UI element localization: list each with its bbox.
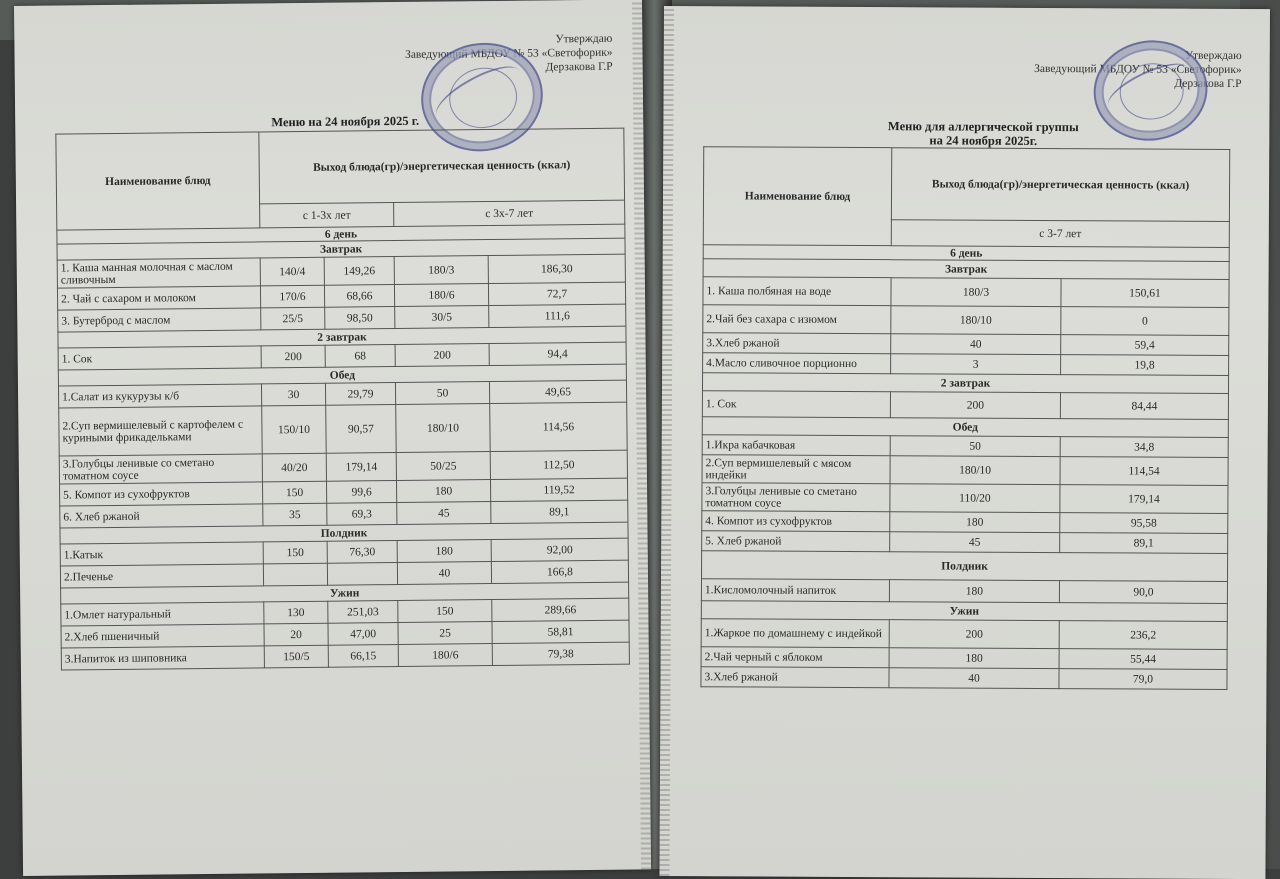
- dish-name: 1.Икра кабачковая: [702, 435, 890, 456]
- weight-1-3: 30: [261, 383, 325, 406]
- kcal-3-7: 59,4: [1061, 335, 1229, 356]
- approval-signatory: Дерзакова Г.Р: [1174, 77, 1242, 91]
- kcal-3-7: 89,1: [1060, 533, 1228, 554]
- kcal-3-7: 84,44: [1060, 393, 1228, 420]
- kcal-3-7: 111,6: [489, 304, 626, 327]
- weight-3-7: 180/10: [890, 456, 1060, 485]
- section-title: Завтрак: [57, 238, 625, 260]
- header-dish-name: Наименование блюд: [703, 147, 892, 246]
- weight-3-7: 25: [398, 622, 492, 645]
- dish-name: 1. Каша полбяная на воде: [703, 277, 891, 306]
- weight-3-7: 40: [397, 562, 491, 585]
- kcal-1-3: 99,6: [326, 481, 396, 504]
- table-row: [701, 667, 1227, 690]
- menu-table: [55, 128, 630, 671]
- kcal-3-7: 90,0: [1059, 581, 1227, 604]
- kcal-3-7: 186,30: [488, 254, 625, 283]
- weight-1-3: 35: [263, 503, 327, 526]
- section-title: Ужин: [61, 582, 629, 604]
- weight-3-7: 3: [891, 354, 1061, 375]
- weight-3-7: 40: [889, 668, 1059, 689]
- weight-3-7: 180: [397, 540, 491, 563]
- dish-name: 2.Печенье: [60, 564, 263, 588]
- kcal-1-3: 66,15: [328, 645, 398, 668]
- page-title-line-1: Меню для аллергической группы: [887, 119, 1079, 135]
- kcal-1-3: 68,66: [324, 285, 394, 308]
- kcal-3-7: 49,65: [489, 380, 626, 403]
- header-output: Выход блюда(гр)/энергетическая ценность (ккал): [891, 148, 1229, 222]
- header-age-3-7: с 3-7 лет: [891, 220, 1229, 248]
- weight-1-3: 150/5: [264, 645, 328, 668]
- table-row: [703, 353, 1229, 376]
- kcal-1-3: 98,50: [325, 307, 395, 330]
- table-row: [703, 277, 1229, 308]
- day-label: 6 день: [703, 245, 1229, 262]
- table-row: [61, 642, 629, 670]
- dish-name: 1.Кисломолочный напиток: [701, 579, 889, 602]
- weight-3-7: 40: [891, 334, 1061, 355]
- kcal-3-7: 95,58: [1060, 513, 1228, 534]
- left-menu-sheet: [14, 0, 651, 876]
- dish-name: 1. Сок: [702, 391, 890, 418]
- table-row: [59, 402, 627, 456]
- kcal-1-3: 69,3: [327, 503, 397, 526]
- dish-name: 1.Катык: [60, 542, 263, 566]
- weight-3-7: 50: [395, 382, 489, 405]
- weight-3-7: 200: [890, 392, 1060, 419]
- kcal-3-7: 34,8: [1060, 437, 1228, 458]
- weight-3-7: 150: [398, 600, 492, 623]
- table-row: [702, 511, 1228, 534]
- kcal-3-7: 79,38: [492, 642, 629, 665]
- kcal-3-7: 94,4: [489, 342, 626, 365]
- kcal-1-3: 90,57: [326, 405, 396, 454]
- table-row: [702, 391, 1228, 420]
- approval-position: Заведующий МБДОУ № 53 «Светофорик»: [1034, 62, 1242, 77]
- weight-3-7: 50: [890, 436, 1060, 457]
- kcal-3-7: 72,7: [488, 282, 625, 305]
- weight-1-3: 20: [264, 623, 328, 646]
- section-title: Полдник: [60, 522, 628, 544]
- weight-3-7: 180/3: [891, 278, 1061, 307]
- weight-3-7: 180: [890, 512, 1060, 533]
- dish-name: 4.Масло сливочное порционно: [703, 353, 891, 374]
- table-row: [703, 333, 1229, 356]
- dish-name: 5. Компот из сухофруктов: [60, 482, 263, 506]
- weight-3-7: 180/10: [891, 306, 1061, 335]
- kcal-1-3: 149,26: [324, 257, 394, 286]
- weight-3-7: 45: [397, 502, 491, 525]
- kcal-3-7: 0: [1061, 307, 1229, 336]
- right-menu-sheet: [659, 6, 1270, 879]
- weight-1-3: 140/4: [260, 257, 324, 286]
- dish-name: 1.Омлет натуральный: [61, 602, 264, 626]
- kcal-3-7: 92,00: [491, 538, 628, 561]
- kcal-3-7: 150,61: [1061, 279, 1229, 308]
- dish-name: 6. Хлеб ржаной: [60, 504, 263, 528]
- weight-3-7: 200: [395, 344, 489, 367]
- dish-name: 1.Жаркое по домашнему с индейкой: [701, 619, 889, 648]
- kcal-3-7: 114,56: [490, 402, 628, 451]
- dish-name: 4. Компот из сухофруктов: [702, 511, 890, 532]
- dish-name: 5. Хлеб ржаной: [702, 531, 890, 552]
- day-label: 6 день: [57, 224, 625, 244]
- kcal-3-7: 58,81: [492, 620, 629, 643]
- dish-name: 3.Голубцы ленивые со сметано томатном соусе: [702, 483, 890, 512]
- kcal-1-3: 47,00: [328, 623, 398, 646]
- dish-name: 2.Чай без сахара с изюмом: [703, 305, 891, 334]
- approval-line: Утверждаю: [555, 32, 613, 46]
- kcal-3-7: 166,8: [491, 560, 628, 583]
- header-age-1-3: с 1-3х лет: [260, 203, 394, 228]
- weight-3-7: 110/20: [890, 484, 1060, 513]
- weight-3-7: 30/5: [395, 306, 489, 329]
- weight-1-3: 150: [262, 481, 326, 504]
- weight-1-3: 150: [263, 541, 327, 564]
- weight-3-7: 180/10: [396, 404, 490, 453]
- dish-name: 3.Хлеб ржаной: [701, 667, 889, 688]
- signature-icon: [1102, 54, 1195, 120]
- table-row: [701, 647, 1227, 670]
- weight-1-3: 170/6: [260, 285, 324, 308]
- dish-name: 1. Каша манная молочная с маслом сливочным: [57, 258, 260, 288]
- kcal-3-7: 236,2: [1059, 621, 1227, 650]
- weight-3-7: 180: [889, 580, 1059, 603]
- weight-1-3: 150/10: [262, 405, 326, 454]
- page-title: Меню на 24 ноября 2025 г.: [271, 113, 420, 130]
- table-row: [702, 483, 1228, 514]
- table-row: [702, 435, 1228, 458]
- kcal-3-7: 179,14: [1060, 485, 1228, 514]
- weight-1-3: [263, 563, 327, 586]
- section-title: Обед: [702, 417, 1228, 438]
- dish-name: 3.Хлеб ржаной: [703, 333, 891, 354]
- section-title: Обед: [58, 364, 626, 386]
- table-row: [701, 579, 1227, 604]
- kcal-3-7: 114,54: [1060, 457, 1228, 486]
- weight-1-3: 25/5: [261, 307, 325, 330]
- allergy-menu-table: [700, 146, 1230, 690]
- kcal-3-7: 112,50: [490, 450, 627, 479]
- section-title: Завтрак: [703, 259, 1229, 280]
- kcal-1-3: 76,30: [327, 541, 397, 564]
- weight-1-3: 130: [264, 601, 328, 624]
- section-title: 2 завтрак: [702, 373, 1228, 394]
- section-title: Полдник: [702, 551, 1228, 582]
- header-dish-name: Наименование блюд: [56, 132, 260, 230]
- dish-name: 3. Бутерброд с маслом: [58, 308, 261, 332]
- kcal-1-3: 68: [325, 345, 395, 368]
- weight-1-3: 40/20: [262, 453, 326, 482]
- weight-1-3: 200: [261, 345, 325, 368]
- kcal-3-7: 89,1: [491, 500, 628, 523]
- header-age-3-7: с 3х-7 лет: [394, 200, 625, 226]
- kcal-3-7: 19,8: [1061, 355, 1229, 376]
- weight-3-7: 180/6: [394, 284, 488, 307]
- table-row: [702, 531, 1228, 554]
- approval-signatory: Дерзакова Г.Р: [545, 60, 613, 74]
- weight-3-7: 180: [396, 480, 490, 503]
- kcal-3-7: 55,44: [1059, 649, 1227, 670]
- weight-3-7: 180: [889, 648, 1059, 669]
- kcal-3-7: 119,52: [490, 478, 627, 501]
- table-row: [701, 619, 1227, 650]
- dish-name: 2.Хлеб пшеничный: [61, 624, 264, 648]
- weight-3-7: 50/25: [396, 452, 490, 481]
- table-row: [703, 305, 1229, 336]
- weight-3-7: 180/3: [394, 256, 488, 285]
- kcal-1-3: 179,14: [326, 453, 396, 482]
- weight-3-7: 180/6: [398, 644, 492, 667]
- weight-3-7: 200: [889, 620, 1059, 649]
- approval-line: Утверждаю: [1184, 49, 1242, 63]
- kcal-3-7: 79,0: [1059, 669, 1227, 690]
- dish-name: 3.Голубцы ленивые со сметано томатном соусе: [59, 454, 262, 484]
- table-row: [702, 455, 1228, 486]
- weight-3-7: 45: [890, 532, 1060, 553]
- page-title: [703, 118, 1263, 149]
- dish-name: 2.Суп вермишелевый с картофелем с куриными фрикадельками: [59, 406, 262, 456]
- kcal-3-7: 289,66: [492, 598, 629, 621]
- kcal-1-3: 29,79: [325, 383, 395, 406]
- dish-name: 2. Чай с сахаром и молоком: [57, 286, 260, 310]
- dish-name: 1. Сок: [58, 346, 261, 370]
- dish-name: 2.Суп вермишелевый с мясом индейки: [702, 455, 890, 484]
- page-title-line-2: на 24 ноября 2025г.: [929, 133, 1038, 148]
- section-title: 2 завтрак: [58, 326, 626, 348]
- dish-name: 1.Салат из кукурузы к/б: [58, 384, 261, 408]
- header-output: Выход блюда(гр)/энергетическая ценность (ккал): [259, 128, 625, 204]
- section-title: Ужин: [701, 601, 1227, 622]
- kcal-1-3: 251,03: [328, 601, 398, 624]
- section-row: [702, 551, 1228, 582]
- dish-name: 3.Напиток из шиповника: [61, 646, 264, 670]
- dish-name: 2.Чай черный с яблоком: [701, 647, 889, 668]
- kcal-1-3: [327, 563, 397, 586]
- approval-position: Заведующий МБДОУ № 53 «Светофорик»: [404, 46, 613, 61]
